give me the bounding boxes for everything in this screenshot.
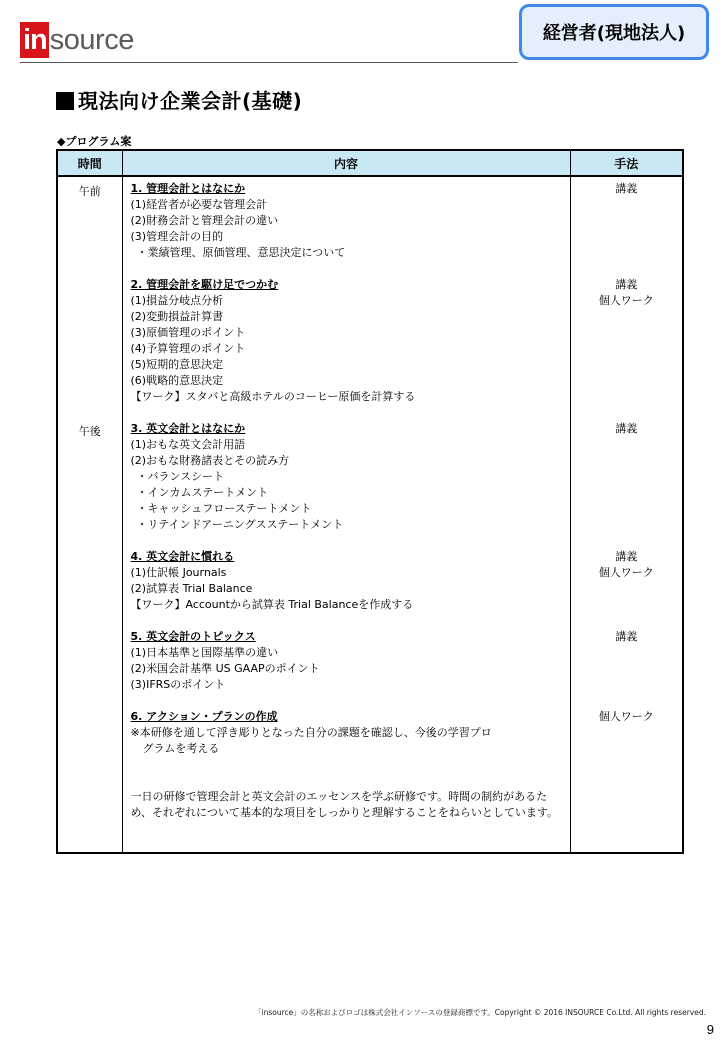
method-label: 講義: [615, 278, 638, 291]
page-title-text: 現法向け企業会計(基礎): [78, 89, 303, 113]
section-item: ・リテインドアーニングスステートメント: [136, 518, 344, 531]
header-divider: [20, 62, 518, 63]
page-title: [56, 88, 302, 114]
section-item: ・業績管理、原価管理、意思決定について: [136, 246, 346, 259]
section-item: (5)短期的意思決定: [130, 358, 224, 371]
method-label: 講義: [615, 550, 638, 563]
section-item: ・キャッシュフローステートメント: [136, 502, 312, 515]
copyright-footer: 「insource」の名称およびロゴは株式会社インソースの登録商標です。Copyright © 2016 INSOURCE Co.Ltd. All rights reserved.: [254, 1008, 706, 1017]
section-title: 2. 管理会計を駆け足でつかむ: [130, 278, 279, 291]
method-entry: [571, 549, 683, 581]
content-column: [122, 176, 570, 853]
method-label: 個人ワーク: [598, 710, 654, 723]
section-item: (6)戦略的意思決定: [130, 374, 224, 387]
section-title: 3. 英文会計とはなにか: [130, 422, 246, 435]
section-1: [131, 181, 564, 261]
section-item: ・バランスシート: [136, 470, 225, 483]
summary-text: 一日の研修で管理会計と英文会計のエッセンスを学ぶ研修です。時間の制約があるため、それぞれについて基本的な項目をしっかりと理解することをねらいとしています。: [130, 790, 558, 819]
method-label: 講義: [615, 182, 638, 195]
time-column: [57, 176, 122, 853]
logo-text: source: [49, 24, 134, 56]
section-item: (3)IFRSのポイント: [130, 678, 226, 691]
section-title: 1. 管理会計とはなにか: [130, 182, 246, 195]
section-item: (2)財務会計と管理会計の違い: [130, 214, 279, 227]
section-item: (2)変動損益計算書: [130, 310, 224, 323]
section-2: [131, 277, 564, 405]
method-entry: [571, 421, 683, 437]
method-entry: [571, 277, 683, 309]
content-sections: [123, 177, 570, 821]
logo-in-mark: in: [20, 22, 49, 58]
section-item: ※本研修を通して浮き彫りとなった自分の課題を確認し、今後の学習プロ: [130, 726, 492, 739]
method-label: 個人ワーク: [598, 566, 654, 579]
table-body-row: [57, 176, 683, 853]
program-label: ◆プログラム案: [57, 135, 132, 148]
section-item: (2)おもな財務諸表とその読み方: [130, 454, 290, 467]
section-item: (1)経営者が必要な管理会計: [130, 198, 268, 211]
section-title: 5. 英文会計のトピックス: [130, 630, 256, 643]
method-entry: [571, 709, 683, 725]
insource-logo: [20, 22, 134, 58]
section-item: ・インカムステートメント: [136, 486, 269, 499]
section-item: (1)仕訳帳 Journals: [130, 566, 227, 579]
section-6: [131, 709, 564, 757]
section-item: (2)試算表 Trial Balance: [130, 582, 253, 595]
section-title: 6. アクション・プランの作成: [130, 710, 278, 723]
section-item: (1)損益分岐点分析: [130, 294, 224, 307]
section-title: 4. 英文会計に慣れる: [130, 550, 235, 563]
section-item: 【ワーク】Accountから試算表 Trial Balanceを作成する: [130, 598, 414, 611]
method-column: [570, 176, 683, 853]
header-content: 内容: [122, 150, 570, 176]
section-item: (1)日本基準と国際基準の違い: [130, 646, 279, 659]
page-number: 9: [706, 1022, 714, 1037]
section-item: (2)米国会計基準 US GAAPのポイント: [130, 662, 320, 675]
time-afternoon: 午後: [78, 425, 101, 438]
method-label: 個人ワーク: [598, 294, 654, 307]
method-entry: [571, 181, 683, 197]
header-method: 手法: [570, 150, 683, 176]
section-4: [131, 549, 564, 613]
header-time: 時間: [57, 150, 122, 176]
section-item: (1)おもな英文会計用語: [130, 438, 246, 451]
section-item: (3)原価管理のポイント: [130, 326, 246, 339]
section-5: [131, 629, 564, 693]
square-bullet-icon: [56, 92, 74, 110]
section-item: 【ワーク】スタバと高級ホテルのコーヒー原価を計算する: [130, 390, 416, 403]
section-item: (3)管理会計の目的: [130, 230, 224, 243]
section-3: [131, 421, 564, 533]
method-label: 講義: [615, 630, 638, 643]
table-header-row: [57, 150, 683, 176]
section-item: グラムを考える: [142, 742, 220, 755]
program-table: [56, 149, 684, 854]
method-label: 講義: [615, 422, 638, 435]
method-entry: [571, 629, 683, 645]
audience-badge: 経営者(現地法人): [519, 4, 709, 60]
section-item: (4)予算管理のポイント: [130, 342, 246, 355]
time-morning: 午前: [78, 185, 101, 198]
